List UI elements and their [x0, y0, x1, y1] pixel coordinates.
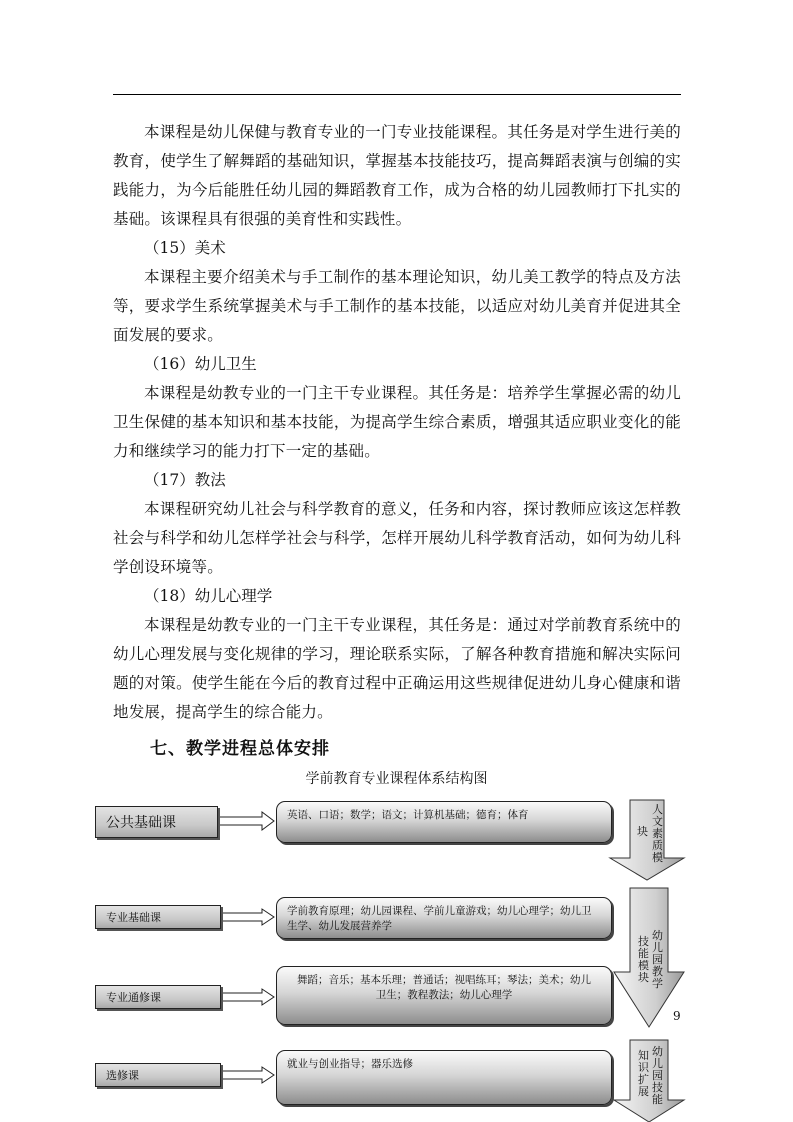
paragraph: 本课程是幼教专业的一门主干专业课程。其任务是：培养学生掌握必需的幼儿卫生保健的基本知识和基本技能，为提高学生综合素质，增强其适应职业变化的能力和继续学习的能力打下一定的基础。	[113, 384, 681, 460]
paragraph: 本课程是幼教专业的一门主干专业课程，其任务是：通过对学前教育系统中的幼儿心理发展与变化规律的学习，理论联系实际，了解各种教育措施和解决实际问题的对策。使学生能在今后的教育过程中正确运用这些规律促进幼儿身心健康和谐地发展，提高学生的综合能力。	[113, 616, 681, 721]
connector-arrow	[221, 909, 274, 925]
module-label: 幼儿园技能	[652, 1045, 663, 1106]
category-major-general: 专业通修课	[95, 985, 221, 1009]
content-box-major-basics: 学前教育原理；幼儿园课程、学前儿童游戏；幼儿心理学；幼儿卫生学、幼儿发展营养学	[276, 897, 612, 939]
module-label: 知识扩展	[638, 1049, 649, 1098]
category-public-basics: 公共基础课	[95, 806, 218, 838]
content-box-electives: 就业与创业指导；器乐选修	[276, 1050, 612, 1105]
connector-arrow	[218, 812, 274, 830]
paragraph: 本课程研究幼儿社会与科学教育的意义，任务和内容，探讨教师应该这怎样教社会与科学和幼儿怎样学社会与科学，怎样开展幼儿科学教育活动，如何为幼儿科学创设环境等。	[113, 500, 681, 576]
paragraph: 本课程是幼儿保健与教育专业的一门专业技能课程。其任务是对学生进行美的教育，使学生了解舞蹈的基础知识，掌握基本技能技巧，提高舞蹈表演与创编的实践能力，为今后能胜任幼儿园的舞蹈教育工作，成为合格的幼儿园教师打下扎实的基础。该课程具有很强的美育性和实践性。	[113, 123, 681, 228]
section-heading: 七、教学进程总体安排	[150, 739, 330, 759]
module-arrow-1	[610, 800, 684, 880]
page-number: 9	[673, 1009, 681, 1023]
subheading: （15）美术	[144, 239, 226, 257]
connector-arrow	[221, 989, 274, 1005]
diagram-title: 学前教育专业课程体系结构图	[305, 771, 488, 787]
module-label: 块	[637, 825, 648, 838]
content-box-public: 英语、口语；数学；语文；计算机基础；德育；体育	[276, 801, 612, 843]
content-box-major-general: 舞蹈；音乐；基本乐理；普通话；视唱练耳；琴法；美术；幼儿卫生；教程教法；幼儿心理学	[276, 966, 612, 1025]
connector-arrow	[221, 1067, 274, 1083]
subheading: （16）幼儿卫生	[144, 355, 257, 373]
subheading: （18）幼儿心理学	[144, 587, 273, 605]
paragraph: 本课程主要介绍美术与手工制作的基本理论知识，幼儿美工教学的特点及方法等，要求学生系统掌握美术与手工制作的基本技能，以适应对幼儿美育并促进其全面发展的要求。	[113, 268, 681, 344]
category-major-basics: 专业基础课	[95, 905, 221, 929]
module-label: 人文素质模	[652, 803, 663, 864]
module-label: 技能模块	[638, 935, 649, 984]
subheading: （17）教法	[144, 471, 226, 489]
module-label: 幼儿园教学	[652, 929, 663, 990]
category-electives: 选修课	[95, 1063, 221, 1087]
